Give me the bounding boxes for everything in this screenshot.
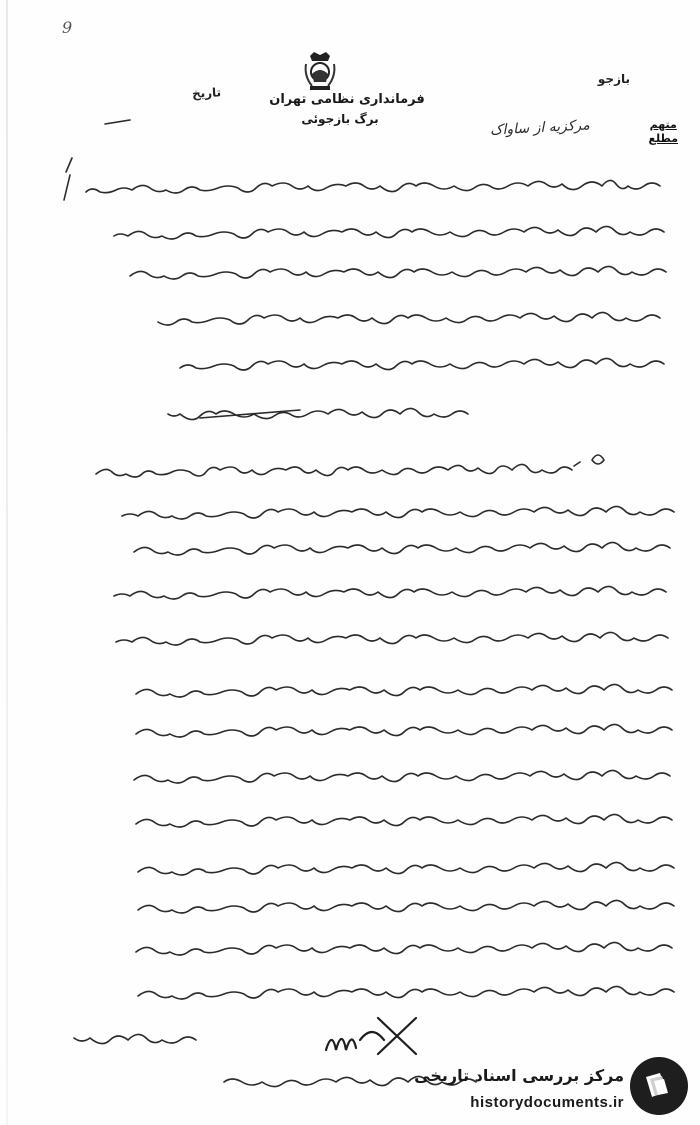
ink-line xyxy=(134,770,670,783)
ink-line xyxy=(138,862,674,875)
ink-line xyxy=(168,408,468,419)
archive-logo-icon xyxy=(630,1057,688,1115)
ink-line xyxy=(86,180,660,193)
ink-line xyxy=(122,506,674,519)
agency-title: فرمانداری نظامی تهران xyxy=(269,92,425,107)
ink-line xyxy=(136,942,672,955)
interrogator-label: بازجو xyxy=(597,72,630,86)
ink-line xyxy=(96,464,572,477)
role-label-informant: مطلع xyxy=(648,132,678,145)
archive-name: مرکز بررسی اسناد تاریخی xyxy=(414,1066,624,1085)
ink-line xyxy=(114,226,664,239)
ink-line xyxy=(136,814,672,827)
ink-line xyxy=(138,900,674,913)
form-title: برگ بازجوئی xyxy=(301,112,379,126)
ink-line xyxy=(134,542,670,555)
ink-line xyxy=(136,724,672,737)
archive-website[interactable]: historydocuments.ir xyxy=(470,1094,624,1111)
ink-line xyxy=(130,266,666,279)
role-label-accused: متهم xyxy=(649,118,677,131)
ink-line xyxy=(114,586,666,599)
subject-line: مرکزیه از ساواک xyxy=(489,117,591,139)
ink-line xyxy=(116,632,668,645)
ink-line xyxy=(138,986,674,999)
document-pages-icon xyxy=(642,1071,672,1101)
page-number-mark: 9 xyxy=(62,18,73,37)
ink-line xyxy=(158,312,660,325)
signature-mark xyxy=(320,1010,440,1060)
ink-line xyxy=(180,358,664,370)
ink-line xyxy=(74,1034,196,1043)
ink-line xyxy=(136,684,672,697)
date-label: تاریخ xyxy=(191,85,222,101)
